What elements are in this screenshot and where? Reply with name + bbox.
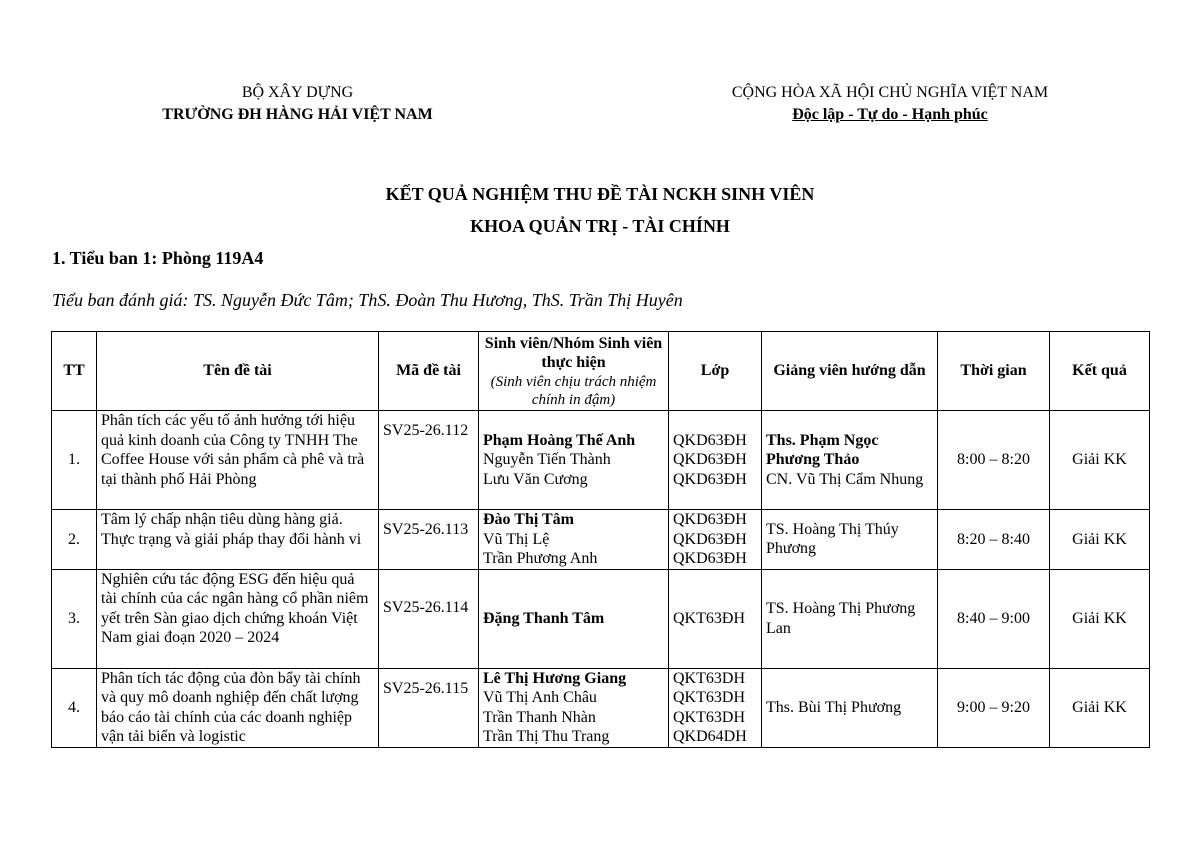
row-result: Giải KK (1050, 569, 1150, 668)
header-class: Lớp (669, 332, 762, 411)
row-advisor (762, 411, 938, 510)
row-students (479, 510, 669, 570)
header-code: Mã đề tài (379, 332, 479, 411)
national-header (690, 82, 1090, 126)
table-row (52, 569, 1150, 668)
faculty-title: KHOA QUẢN TRỊ - TÀI CHÍNH (470, 216, 730, 236)
class-code: QKD63ĐH (673, 511, 747, 528)
class-code: QKD63ĐH (673, 530, 747, 548)
header-tt: TT (52, 332, 97, 411)
advisor-co: Ths. Bùi Thị Phương (766, 698, 902, 716)
header-time: Thời gian (938, 332, 1050, 411)
class-code: QKT63DH (673, 708, 745, 726)
class-code: QKT63DH (673, 689, 745, 706)
student: Vũ Thị Lệ (483, 530, 550, 548)
university-name: TRƯỜNG ĐH HÀNG HẢI VIỆT NAM (162, 106, 433, 123)
lead-student: Đặng Thanh Tâm (479, 569, 669, 668)
ministry-header (100, 82, 495, 126)
class-code: QKT63ĐH (673, 609, 745, 627)
country-name: CỘNG HÒA XÃ HỘI CHỦ NGHĨA VIỆT NAM (731, 84, 1049, 101)
row-advisor (762, 510, 938, 570)
row-code: SV25-26.115 (379, 668, 479, 747)
row-time: 9:00 – 9:20 (938, 668, 1050, 747)
ministry-name: BỘ XÂY DỰNG (241, 84, 354, 101)
header-students (479, 332, 669, 411)
lead-student: Đào Thị Tâm (483, 511, 574, 528)
row-time: 8:40 – 9:00 (938, 569, 1050, 668)
national-motto: Độc lập - Tự do - Hạnh phúc (792, 106, 988, 123)
class-code: QKD64DH (673, 728, 747, 745)
lead-student: Phạm Hoàng Thế Anh (483, 431, 636, 449)
document-title: KẾT QUẢ NGHIỆM THU ĐỀ TÀI NCKH SINH VIÊN (385, 184, 815, 204)
class-code: QKD63ĐH (673, 550, 747, 567)
row-code: SV25-26.112 (379, 411, 479, 510)
row-code: SV25-26.114 (379, 569, 479, 668)
student: Nguyễn Tiến Thành (483, 451, 611, 469)
advisor-co: CN. Vũ Thị Cẩm Nhung (766, 470, 924, 488)
section-heading: 1. Tiểu ban 1: Phòng 119A4 (52, 248, 264, 268)
row-result: Giải KK (1050, 411, 1150, 510)
student: Vũ Thị Anh Châu (483, 689, 597, 706)
row-tt: 2. (52, 510, 97, 570)
row-result: Giải KK (1050, 510, 1150, 570)
row-advisor (762, 668, 938, 747)
advisor-main: Ths. Phạm Ngọc Phương Thảo (766, 431, 879, 469)
student: Trần Phương Anh (483, 550, 598, 567)
row-students (479, 668, 669, 747)
committee-line: Tiểu ban đánh giá: TS. Nguyễn Đức Tâm; ThS. Đoàn Thu Hương, ThS. Trần Thị Huyên (52, 290, 683, 310)
table-row (52, 411, 1150, 510)
row-topic: Nghiên cứu tác động ESG đến hiệu quả tài chính của các ngân hàng cổ phần niêm yết trên Sàn giao dịch chứng khoán Việt Nam giai đoạn 2020 – 2024 (97, 569, 379, 668)
row-topic: Phân tích tác động của đòn bẩy tài chính và quy mô doanh nghiệp đến chất lượng báo cáo tài chính của các doanh nghiệp vận tải biển và logistic (97, 668, 379, 747)
row-topic: Tâm lý chấp nhận tiêu dùng hàng giả. Thực trạng và giải pháp thay đổi hành vi (97, 510, 379, 570)
row-advisor (762, 569, 938, 668)
student: Lưu Văn Cương (483, 470, 588, 488)
header-students-note: (Sinh viên chịu trách nhiệm chính in đậm) (490, 373, 657, 408)
advisor-co: TS. Hoàng Thị Thúy Phương (766, 520, 899, 558)
advisor-co: TS. Hoàng Thị Phương Lan (766, 600, 916, 637)
class-code: QKD63ĐH (673, 470, 747, 488)
row-tt: 1. (52, 411, 97, 510)
row-classes (669, 569, 762, 668)
header-advisor: Giảng viên hướng dẫn (762, 332, 938, 411)
table-header-row (52, 332, 1150, 411)
table-row (52, 510, 1150, 570)
row-time: 8:00 – 8:20 (938, 411, 1050, 510)
header-students-label: Sinh viên/Nhóm Sinh viên thực hiện (484, 334, 663, 371)
row-students (479, 411, 669, 510)
student: Trần Thị Thu Trang (483, 728, 610, 745)
class-code: QKT63DH (673, 669, 745, 687)
row-code: SV25-26.113 (379, 510, 479, 570)
table-row (52, 668, 1150, 747)
row-classes (669, 411, 762, 510)
row-tt: 3. (52, 569, 97, 668)
lead-student: Lê Thị Hương Giang (483, 669, 627, 687)
row-result: Giải KK (1050, 668, 1150, 747)
class-code: QKD63ĐH (673, 451, 747, 469)
row-classes (669, 668, 762, 747)
student: Trần Thanh Nhàn (483, 708, 596, 726)
header-result: Kết quả (1050, 332, 1150, 411)
header-topic: Tên đề tài (97, 332, 379, 411)
class-code: QKD63ĐH (673, 431, 747, 449)
row-topic: Phân tích các yếu tố ảnh hưởng tới hiệu quả kinh doanh của Công ty TNHH The Coffee House với sản phẩm cà phê và trà tại thành phố Hải Phòng (97, 411, 379, 510)
row-classes (669, 510, 762, 570)
row-time: 8:20 – 8:40 (938, 510, 1050, 570)
row-tt: 4. (52, 668, 97, 747)
results-table (51, 331, 1150, 748)
